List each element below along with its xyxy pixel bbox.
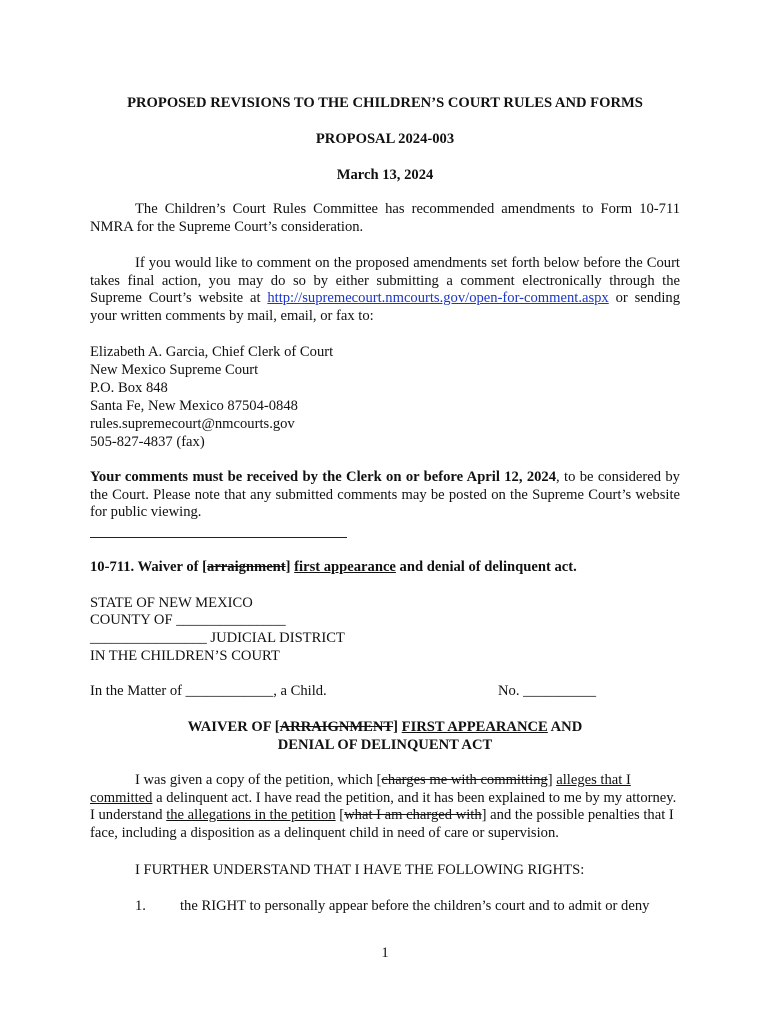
form-title-suffix: AND bbox=[547, 719, 583, 735]
body-inserted-text: alleges that I committed bbox=[90, 772, 631, 806]
body-text: ] bbox=[547, 772, 557, 788]
caption-district: ________________ JUDICIAL DISTRICT bbox=[90, 630, 345, 646]
open-for-comment-link[interactable]: http://supremecourt.nmcourts.gov/open-for-comment.aspx bbox=[267, 290, 609, 306]
rule-heading-prefix: 10-711. Waiver of [ bbox=[90, 559, 208, 575]
comment-instructions-text: If you would like to comment on the proposed amendments set forth below before the Court takes final action, you may do so by either submitting a comment electronically through the Supreme Court’s website at bbox=[90, 255, 680, 306]
deadline-paragraph bbox=[90, 469, 680, 522]
form-body-paragraph bbox=[90, 772, 680, 842]
body-deleted-text: what I am charged with bbox=[344, 807, 482, 823]
rule-heading-suffix: and denial of delinquent act. bbox=[395, 559, 577, 575]
comment-instructions-text-end: or sending your written comments by mail, email, or fax to: bbox=[90, 290, 680, 324]
form-title-mid: ] bbox=[393, 719, 402, 735]
rule-heading-deleted-text: arraignment bbox=[207, 559, 286, 575]
body-text: I was given a copy of the petition bbox=[135, 772, 330, 788]
caption-court: IN THE CHILDREN’S COURT bbox=[90, 648, 280, 664]
page-number: 1 bbox=[381, 945, 389, 961]
form-title-prefix: WAIVER OF [ bbox=[187, 719, 280, 735]
section-divider bbox=[90, 537, 347, 538]
rule-heading-mid: ] bbox=[285, 559, 295, 575]
deadline-bold-text: Your comments must be received by the Clerk on or before April 12, 2024 bbox=[90, 469, 557, 485]
body-text: a delinquent act. I have read the petition, and it has been explained to me by my attorney. I understand bbox=[90, 789, 677, 823]
caption-state: STATE OF NEW MEXICO bbox=[90, 595, 253, 611]
form-title-line-2: DENIAL OF DELINQUENT ACT bbox=[277, 737, 493, 753]
proposal-date: March 13, 2024 bbox=[336, 167, 434, 183]
right-item-text: the RIGHT to personally appear before the children’s court and to admit or deny bbox=[180, 898, 650, 914]
rule-heading bbox=[90, 559, 577, 577]
proposal-number: PROPOSAL 2024-003 bbox=[315, 131, 455, 147]
intro-paragraph: The Children’s Court Rules Committee has recommended amendments to Form 10-711 NMRA for the Supreme Court’s consideration. bbox=[90, 201, 680, 235]
body-deleted-text: charges me with committing bbox=[381, 772, 548, 788]
document-title: PROPOSED REVISIONS TO THE CHILDREN’S COURT RULES AND FORMS bbox=[127, 95, 643, 111]
comment-instructions-paragraph bbox=[90, 255, 680, 325]
body-inserted-text: , bbox=[329, 772, 334, 788]
body-text: [ bbox=[335, 807, 345, 823]
body-text: ] and the possible penalties that I face, including a disposition as a delinquent child in need of care or supervision. bbox=[90, 807, 674, 841]
body-inserted-text: the allegations in the petition bbox=[166, 807, 336, 823]
address-name: Elizabeth A. Garcia, Chief Clerk of Court bbox=[90, 344, 334, 360]
body-text: which [ bbox=[333, 772, 382, 788]
caption-matter: In the Matter of ____________, a Child. bbox=[90, 683, 327, 699]
rights-heading: I FURTHER UNDERSTAND THAT I HAVE THE FOLLOWING RIGHTS: bbox=[135, 862, 585, 878]
right-item-number: 1. bbox=[135, 898, 146, 914]
form-title-deleted-text: ARRAIGNMENT bbox=[279, 719, 394, 735]
address-fax: 505-827-4837 (fax) bbox=[90, 434, 205, 450]
form-title-line-1 bbox=[0, 719, 770, 737]
caption-case-number: No. __________ bbox=[498, 683, 597, 699]
address-email: rules.supremecourt@nmcourts.gov bbox=[90, 416, 295, 432]
deadline-text: , to be considered by the Court. Please note that any submitted comments may be posted on the Supreme Court’s website for public viewing. bbox=[90, 469, 680, 520]
address-court: New Mexico Supreme Court bbox=[90, 362, 259, 378]
caption-county: COUNTY OF _______________ bbox=[90, 612, 286, 628]
rule-heading-inserted-text: first appearance bbox=[294, 559, 396, 575]
form-title-inserted-text: FIRST APPEARANCE bbox=[401, 719, 548, 735]
address-po-box: P.O. Box 848 bbox=[90, 380, 168, 396]
address-city: Santa Fe, New Mexico 87504-0848 bbox=[90, 398, 298, 414]
